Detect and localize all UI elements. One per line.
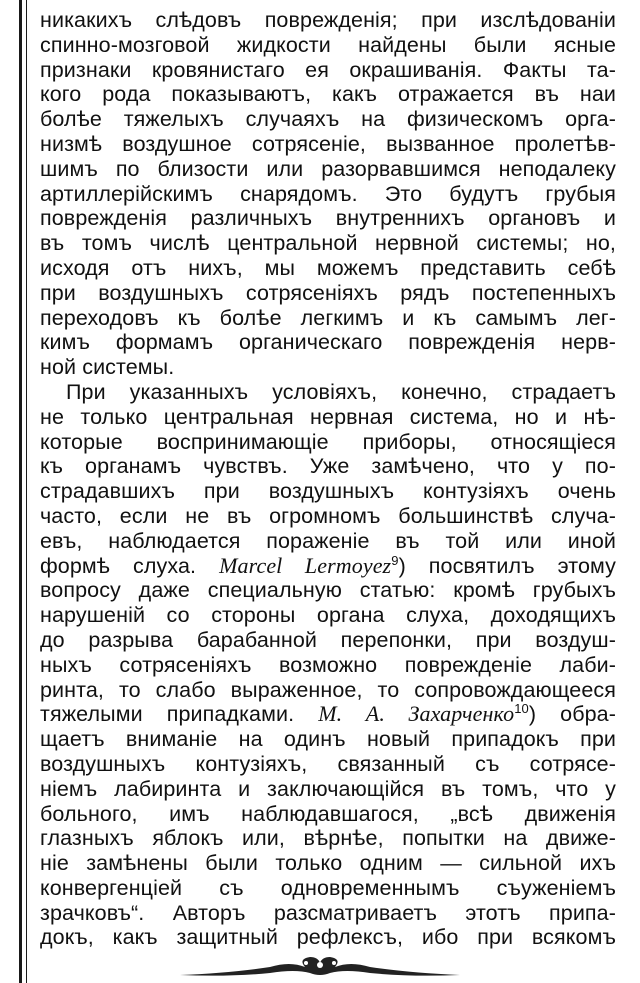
footnote-ref: 10 xyxy=(514,702,529,717)
text-run: евъ, наблюдается пораженіе въ той или иной xyxy=(40,528,616,553)
text-run: шимъ по близости или разорвавшимся неподалеку xyxy=(40,156,616,181)
text-line xyxy=(40,727,616,752)
text-run: зрачковъ“. Авторъ разсматриваетъ этотъ припа- xyxy=(40,900,616,925)
text-line xyxy=(40,901,616,926)
text-line xyxy=(40,504,616,529)
text-line xyxy=(40,157,616,182)
text-run: При указанныхъ условіяхъ, конечно, страдаетъ xyxy=(66,379,616,404)
text-line xyxy=(40,826,616,851)
ornament-icon xyxy=(0,953,640,979)
text-line xyxy=(40,925,616,950)
text-line xyxy=(40,802,616,827)
text-run: болѣе тяжелыхъ случаяхъ на физическомъ орга- xyxy=(40,107,616,132)
text-run: которые воспринимающіе приборы, относящіеся xyxy=(40,429,616,454)
text-line xyxy=(40,182,616,207)
text-run: больного, имъ наблюдавшагося, „всѣ движенія xyxy=(40,801,616,826)
text-run: не только центральная нервная система, но и нѣ- xyxy=(40,404,616,429)
text-run: при воздушныхъ сотрясеніяхъ рядъ постепенныхъ xyxy=(40,280,616,305)
text-run: кимъ формамъ органическаго поврежденія нерв- xyxy=(40,330,616,355)
text-line xyxy=(40,752,616,777)
text-line xyxy=(40,702,616,727)
text-line xyxy=(40,603,616,628)
text-line xyxy=(40,454,616,479)
text-run: кого рода показываютъ, какъ отражается въ наи xyxy=(40,82,616,107)
text-run: спинно-мозговой жидкости найдены были ясные xyxy=(40,32,616,57)
text-line xyxy=(40,107,616,132)
text-run: нарушеній со стороны органа слуха, доходящихъ xyxy=(40,603,616,628)
text-run: до разрыва барабанной перепонки, при воздуш- xyxy=(40,627,616,652)
body-text xyxy=(40,8,616,950)
text-line xyxy=(40,33,616,58)
text-line xyxy=(40,554,616,579)
text-run: ) посвятилъ этому xyxy=(398,553,616,578)
text-run: переходовъ къ болѣе легкимъ и къ самымъ лег- xyxy=(40,305,616,330)
cited-author: М. А. Захарченко xyxy=(318,702,515,727)
text-run: страдавшихъ при воздушныхъ контузіяхъ очень xyxy=(40,479,616,504)
text-run: низмѣ воздушное сотрясеніе, вызванное пролетѣв- xyxy=(40,131,616,156)
text-line xyxy=(40,355,616,380)
text-line xyxy=(40,678,616,703)
text-line xyxy=(40,306,616,331)
text-run: признаки кровянистаго ея окрашиванія. Факты та- xyxy=(40,57,616,82)
text-line xyxy=(40,8,616,33)
text-run: щаетъ вниманіе на одинъ новый припадокъ при xyxy=(40,727,616,752)
text-line xyxy=(40,231,616,256)
text-line xyxy=(40,405,616,430)
text-line xyxy=(40,578,616,603)
left-border-rule-inner xyxy=(26,0,27,983)
text-run: поврежденія различныхъ внутреннихъ органовъ и xyxy=(40,206,616,231)
text-run: ринта, то слабо выраженное, то сопровождающееся xyxy=(40,677,616,702)
text-line xyxy=(40,876,616,901)
text-line xyxy=(40,281,616,306)
text-run: въ томъ числѣ центральной нервной системы; но, xyxy=(40,231,616,256)
text-line xyxy=(40,777,616,802)
text-line xyxy=(40,529,616,554)
text-run: вопросу даже специальную статью: кромѣ грубыхъ xyxy=(40,578,616,603)
text-run: формѣ слуха. xyxy=(40,553,220,578)
footnote-ref: 9 xyxy=(391,553,399,568)
cited-author: Marcel Lermoyez xyxy=(219,553,392,578)
text-line xyxy=(40,479,616,504)
text-run: къ органамъ чувствъ. Уже замѣчено, что у по- xyxy=(40,454,616,479)
text-run: часто, если не въ огромномъ большинствѣ случа- xyxy=(40,503,616,528)
text-run: воздушныхъ контузіяхъ, связанный съ сотрясе- xyxy=(40,751,616,776)
text-line xyxy=(40,430,616,455)
text-run: артиллерійскимъ снарядомъ. Это будутъ грубыя xyxy=(40,181,616,206)
left-border-rule xyxy=(19,0,22,983)
text-line xyxy=(40,58,616,83)
text-run: никакихъ слѣдовъ поврежденія; при изслѣдованіи xyxy=(40,8,616,32)
text-run: исходя отъ нихъ, мы можемъ представить себѣ xyxy=(40,255,616,280)
text-line xyxy=(40,132,616,157)
text-line xyxy=(40,330,616,355)
text-run: ) обра- xyxy=(528,702,616,727)
text-run: тяжелыми припадками. xyxy=(40,702,319,727)
text-run: ніемъ лабиринта и заключающійся въ томъ, что у xyxy=(40,776,616,801)
text-line xyxy=(40,628,616,653)
text-run: докъ, какъ защитный рефлексъ, ибо при всякомъ xyxy=(40,925,616,950)
text-run: ныхъ сотрясеніяхъ возможно поврежденіе лаби- xyxy=(40,652,616,677)
text-run: конвергенціей съ одновременнымъ съуженіемъ xyxy=(40,875,616,900)
text-line xyxy=(40,653,616,678)
text-line xyxy=(40,82,616,107)
text-run: ной системы. xyxy=(40,355,175,380)
text-line xyxy=(40,256,616,281)
text-line xyxy=(40,851,616,876)
text-line xyxy=(40,206,616,231)
text-line xyxy=(40,380,616,405)
text-run: глазныхъ яблокъ или, вѣрнѣе, попытки на движе- xyxy=(40,826,616,851)
text-run: ніе замѣнены были только одним — сильной ихъ xyxy=(40,851,616,876)
